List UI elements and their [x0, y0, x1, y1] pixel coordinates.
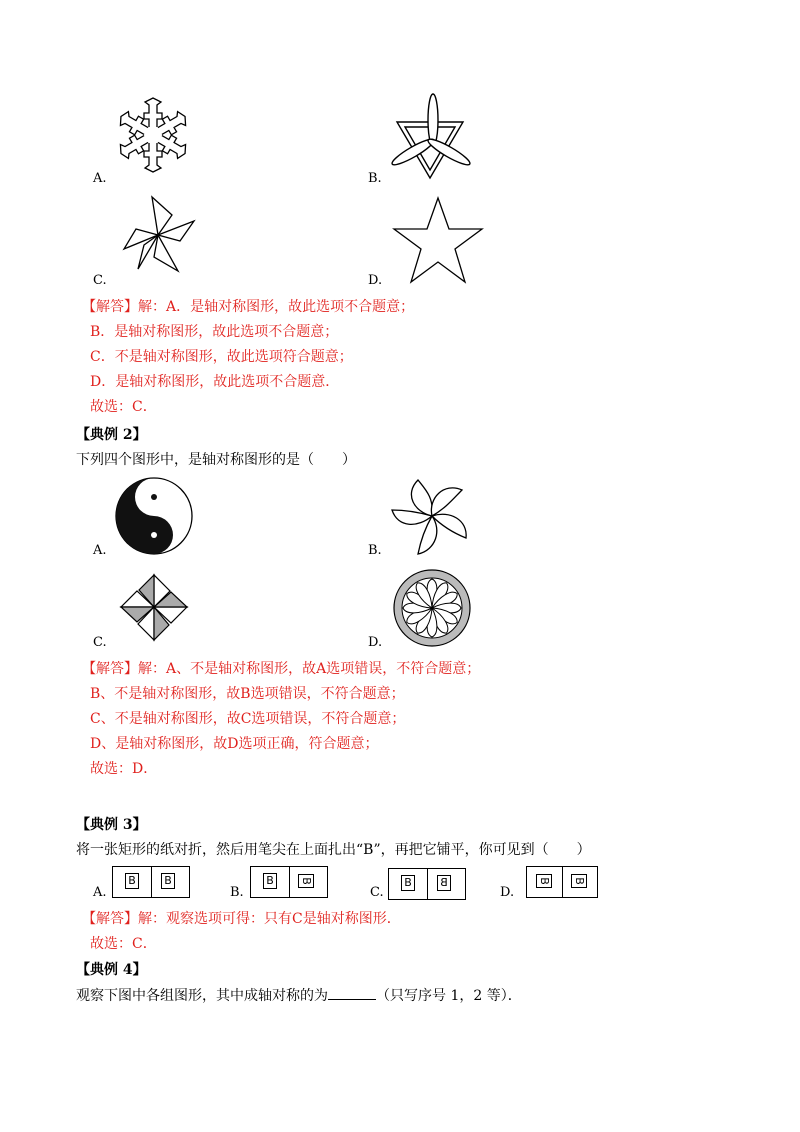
q3-option-a-label: A. — [93, 885, 107, 900]
letter-b: B — [161, 871, 175, 891]
q3-option-d-label: D. — [500, 885, 515, 900]
q3-question: 将一张矩形的纸对折，然后用笔尖在上面扎出“B”，再把它铺平，你可见到（ ） — [76, 842, 591, 858]
q1-answer-line-4: D．是轴对称图形，故此选项不合题意． — [90, 374, 340, 390]
letter-b: B — [263, 871, 277, 891]
q3-option-d-paper — [526, 866, 598, 898]
answer-text: 解：A、不是轴对称图形，故A选项错误，不符合题意； — [138, 661, 481, 677]
q1-option-a-label: A. — [93, 171, 107, 186]
q2-answer-line-5: 故选：D． — [90, 761, 158, 777]
q2-answer-line-2: B、不是轴对称图形，故B选项错误，不符合题意； — [90, 686, 405, 702]
q3-option-c-label: C. — [370, 885, 384, 900]
q3-option-b-paper — [250, 866, 328, 898]
answer-label: 【解答】 — [82, 299, 138, 315]
q4-heading: 【典例 4】 — [76, 962, 147, 978]
answer-label: 【解答】 — [82, 911, 138, 927]
answer-blank[interactable] — [328, 987, 376, 1000]
q2-option-d-label: D. — [368, 635, 383, 650]
q2-answer-line-3: C、不是轴对称图形，故C选项错误，不符合题意； — [90, 711, 406, 727]
triangle-leaves-figure — [383, 92, 478, 180]
petal-swirl-figure — [389, 474, 475, 558]
q1-answer-line-3: C．不是轴对称图形，故此选项符合题意； — [90, 349, 353, 365]
letter-b-mirrored: B — [437, 873, 451, 893]
flower-circle-figure — [392, 568, 472, 648]
q3-option-b-label: B. — [230, 885, 244, 900]
letter-b: B — [125, 871, 139, 891]
snowflake-figure — [108, 98, 198, 173]
yin-yang-figure — [114, 476, 194, 556]
answer-text: 解：观察选项可得：只有C是轴对称图形． — [138, 911, 401, 927]
answer-text: 解：A．是轴对称图形，故此选项不合题意； — [138, 299, 415, 315]
q3-option-a-paper — [112, 866, 190, 898]
q4-question-hint: （只写序号 1，2 等）． — [376, 988, 522, 1004]
q3-option-c-paper — [388, 868, 466, 900]
q1-answer-line-5: 故选：C． — [90, 399, 157, 415]
q2-option-a-label: A. — [93, 543, 107, 558]
q1-option-c-label: C. — [93, 273, 107, 288]
letter-b-rotated: B — [534, 874, 554, 888]
pinwheel-star-figure — [116, 193, 201, 278]
q3-answer-line-2: 故选：C． — [90, 936, 157, 952]
q1-answer-line-2: B．是轴对称图形，故此选项不合题意； — [90, 324, 339, 340]
five-point-star-figure — [392, 196, 484, 284]
q2-option-c-label: C. — [93, 635, 107, 650]
answer-label: 【解答】 — [82, 661, 138, 677]
letter-b-rotated: B — [296, 874, 316, 888]
q2-option-b-label: B. — [368, 543, 382, 558]
q2-question: 下列四个图形中，是轴对称图形的是（ ） — [76, 452, 356, 468]
q4-question — [76, 987, 522, 1005]
q2-answer-line-4: D、是轴对称图形，故D选项正确，符合题意； — [90, 736, 379, 752]
q1-answer-line-1 — [82, 298, 414, 316]
q4-question-text: 观察下图中各组图形，其中成轴对称的为 — [76, 988, 328, 1004]
q2-heading: 【典例 2】 — [76, 427, 147, 443]
letter-b: B — [401, 873, 415, 893]
q3-answer-line-1 — [82, 910, 401, 928]
q3-heading: 【典例 3】 — [76, 817, 147, 833]
windmill-figure — [115, 570, 193, 644]
q1-option-b-label: B. — [368, 171, 382, 186]
letter-b-rotated: B — [569, 874, 589, 888]
q2-answer-line-1 — [82, 660, 480, 678]
q1-option-d-label: D. — [368, 273, 383, 288]
